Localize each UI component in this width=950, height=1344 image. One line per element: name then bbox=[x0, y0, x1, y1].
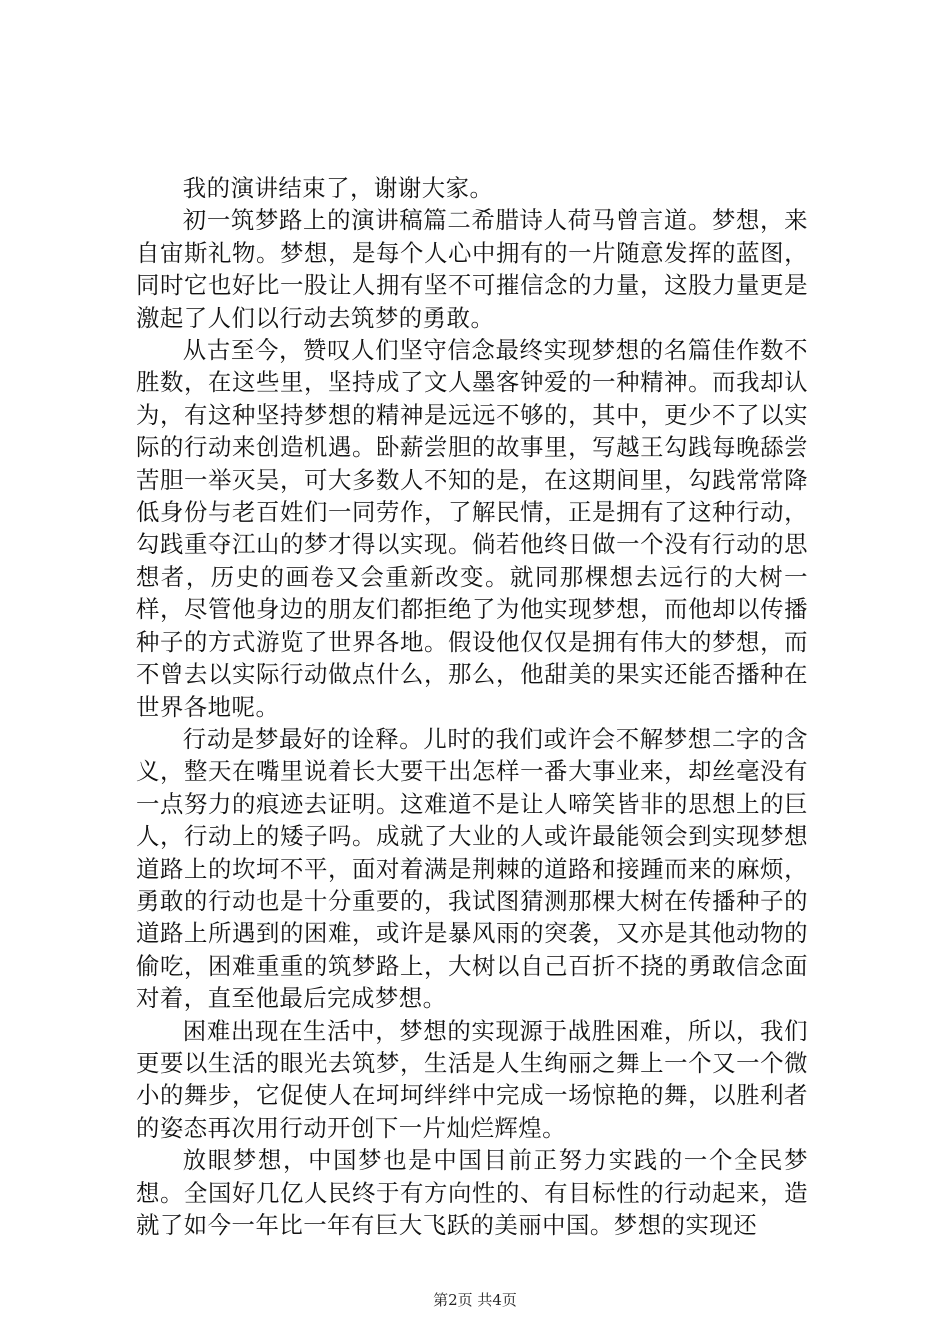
document-body bbox=[136, 172, 808, 1241]
paragraph: 初一筑梦路上的演讲稿篇二希腊诗人荷马曾言道。梦想，来自宙斯礼物。梦想，是每个人心中拥有的一片随意发挥的蓝图，同时它也好比一股让人拥有坚不可摧信念的力量，这股力量更是激起了人们以行动去筑梦的勇敢。 bbox=[136, 206, 808, 332]
paragraph: 我的演讲结束了，谢谢大家。 bbox=[182, 174, 494, 202]
paragraph: 从古至今，赞叹人们坚守信念最终实现梦想的名篇佳作数不胜数，在这些里，坚持成了文人墨客钟爱的一种精神。而我却认为，有这种坚持梦想的精神是远远不够的，其中，更少不了以实际的行动来创造机遇。卧薪尝胆的故事里，写越王勾践每晚舔尝苦胆一举灭吴，可大多数人不知的是，在这期间里，勾践常常降低身份与老百姓们一同劳作，了解民情，正是拥有了这种行动，勾践重夺江山的梦才得以实现。倘若他终日做一个没有行动的思想者，历史的画卷又会重新改变。就同那棵想去远行的大树一样，尽管他身边的朋友们都拒绝了为他实现梦想，而他却以传播种子的方式游览了世界各地。假设他仅仅是拥有伟大的梦想，而不曾去以实际行动做点什么，那么，他甜美的果实还能否播种在世界各地呢。 bbox=[136, 336, 808, 721]
paragraph: 困难出现在生活中，梦想的实现源于战胜困难，所以，我们更要以生活的眼光去筑梦，生活是人生绚丽之舞上一个又一个微小的舞步，它促使人在坷坷绊绊中完成一场惊艳的舞，以胜利者的姿态再次用行动开创下一片灿烂辉煌。 bbox=[136, 1016, 808, 1142]
paragraph: 行动是梦最好的诠释。儿时的我们或许会不解梦想二字的含义，整天在嘴里说着长大要干出怎样一番大事业来，却丝毫没有一点努力的痕迹去证明。这难道不是让人啼笑皆非的思想上的巨人，行动上的矮子吗。成就了大业的人或许最能领会到实现梦想道路上的坎坷不平，面对着满是荆棘的道路和接踵而来的麻烦，勇敢的行动也是十分重要的，我试图猜测那棵大树在传播种子的道路上所遇到的困难，或许是暴风雨的突袭，又亦是其他动物的偷吃，困难重重的筑梦路上，大树以自己百折不挠的勇敢信念面对着，直至他最后完成梦想。 bbox=[136, 724, 808, 1013]
paragraph: 放眼梦想，中国梦也是中国目前正努力实践的一个全民梦想。全国好几亿人民终于有方向性的、有目标性的行动起来，造就了如今一年比一年有巨大飞跃的美丽中国。梦想的实现还 bbox=[136, 1146, 808, 1239]
page-footer: 第2页 共4页 bbox=[433, 1291, 517, 1309]
